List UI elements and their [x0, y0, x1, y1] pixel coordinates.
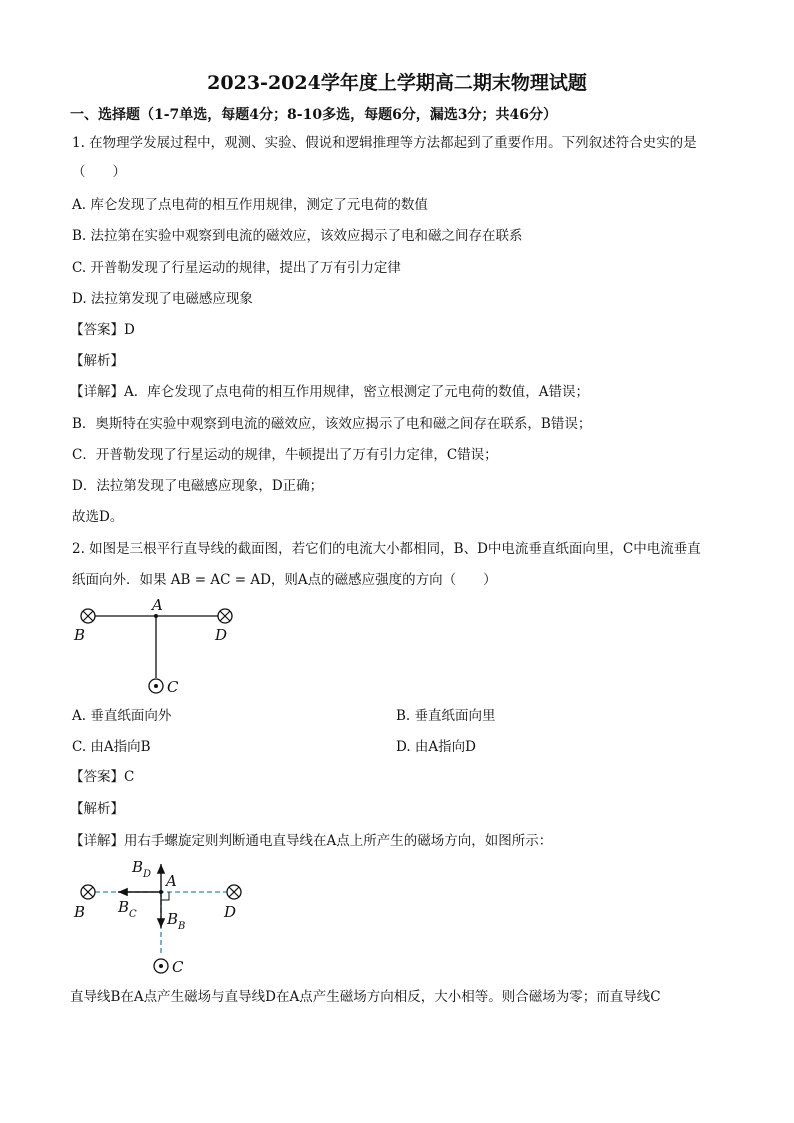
q1-detail-line2: B．奥斯特在实验中观察到电流的磁效应，该效应揭示了电和磁之间存在联系，B错误； — [72, 416, 592, 432]
q1-analysis-tag: 【解析】 — [70, 353, 124, 369]
q1-detail-line1 — [70, 383, 589, 401]
detail-text: A．库仑发现了点电荷的相互作用规律，密立根测定了元电荷的数值，A错误； — [124, 384, 589, 400]
label-d: D — [224, 903, 237, 921]
q2-wire-figure — [70, 596, 250, 696]
label-c: C — [167, 678, 179, 696]
answer-value: D — [124, 322, 135, 338]
q1-detail-line4: D．法拉第发现了电磁感应现象，D正确； — [72, 478, 324, 494]
wire-b-into-icon — [81, 885, 95, 899]
q1-detail-line5: 故选D。 — [72, 509, 124, 525]
label-b: B — [74, 903, 86, 921]
point-a-dot — [154, 614, 158, 618]
q1-detail-line3: C．开普勒发现了行星运动的规律，牛顿提出了万有引力定律，C错误； — [72, 447, 498, 463]
answer-value: C — [124, 769, 135, 785]
q2-stem-line1: 2. 如图是三根平行直导线的截面图，若它们的电流大小都相同，B、D中电流垂直纸面向里，C中电流垂直 — [72, 541, 701, 557]
q2-option-c: C. 由A指向B — [72, 739, 151, 755]
q2-answer — [70, 768, 134, 786]
page-title: 2023-2024学年度上学期高二期末物理试题 — [207, 72, 587, 94]
wire-d-into-icon — [218, 609, 232, 623]
q2-option-a: A. 垂直纸面向外 — [72, 708, 172, 724]
wire-c-out-icon — [149, 679, 163, 693]
section-heading: 一、选择题（1-7单选，每题4分；8-10多选，每题6分，漏选3分；共46分） — [70, 107, 558, 123]
detail-text: 用右手螺旋定则判断通电直导线在A点上所产生的磁场方向，如图所示： — [124, 833, 553, 849]
q1-option-a: A. 库仑发现了点电荷的相互作用规律，测定了元电荷的数值 — [72, 197, 428, 213]
wire-d-into-icon — [227, 885, 241, 899]
wire-b-into-icon — [81, 609, 95, 623]
detail-tag: 【详解】 — [70, 833, 124, 849]
q2-stem-line2: 纸面向外．如果 AB = AC = AD，则A点的磁感应强度的方向（ ） — [72, 572, 497, 588]
label-bd: $B_D$ — [132, 858, 152, 880]
q2-field-figure — [72, 856, 262, 980]
q1-option-d: D. 法拉第发现了电磁感应现象 — [72, 291, 253, 307]
q2-option-d: D. 由A指向D — [396, 739, 476, 755]
q1-stem-line1: 1. 在物理学发展过程中，观测、实验、假说和逻辑推理等方法都起到了重要作用。下列叙述符合史实的是 — [72, 135, 697, 151]
answer-tag: 【答案】 — [70, 769, 124, 785]
q2-final-line: 直导线B在A点产生磁场与直导线D在A点产生磁场方向相反，大小相等。则合磁场为零；而直导线C — [70, 989, 661, 1005]
label-d: D — [215, 626, 228, 644]
label-bc: $B_C$ — [118, 898, 137, 920]
label-bb: $B_B$ — [167, 910, 186, 932]
label-b: B — [74, 626, 86, 644]
label-a: A — [152, 596, 163, 614]
wire-c-out-icon — [154, 959, 168, 973]
q2-analysis-tag: 【解析】 — [70, 801, 124, 817]
q1-option-b: B. 法拉第在实验中观察到电流的磁效应，该效应揭示了电和磁之间存在联系 — [72, 228, 523, 244]
label-c: C — [172, 958, 184, 976]
q2-option-b: B. 垂直纸面向里 — [396, 708, 496, 724]
point-a-dot — [159, 890, 163, 894]
detail-tag: 【详解】 — [70, 384, 124, 400]
answer-tag: 【答案】 — [70, 322, 124, 338]
q1-option-c: C. 开普勒发现了行星运动的规律，提出了万有引力定律 — [72, 260, 401, 276]
label-a: A — [166, 872, 177, 890]
q1-stem-line2: （ ） — [72, 164, 126, 180]
q2-detail-line — [70, 832, 552, 850]
q1-answer — [70, 321, 135, 339]
